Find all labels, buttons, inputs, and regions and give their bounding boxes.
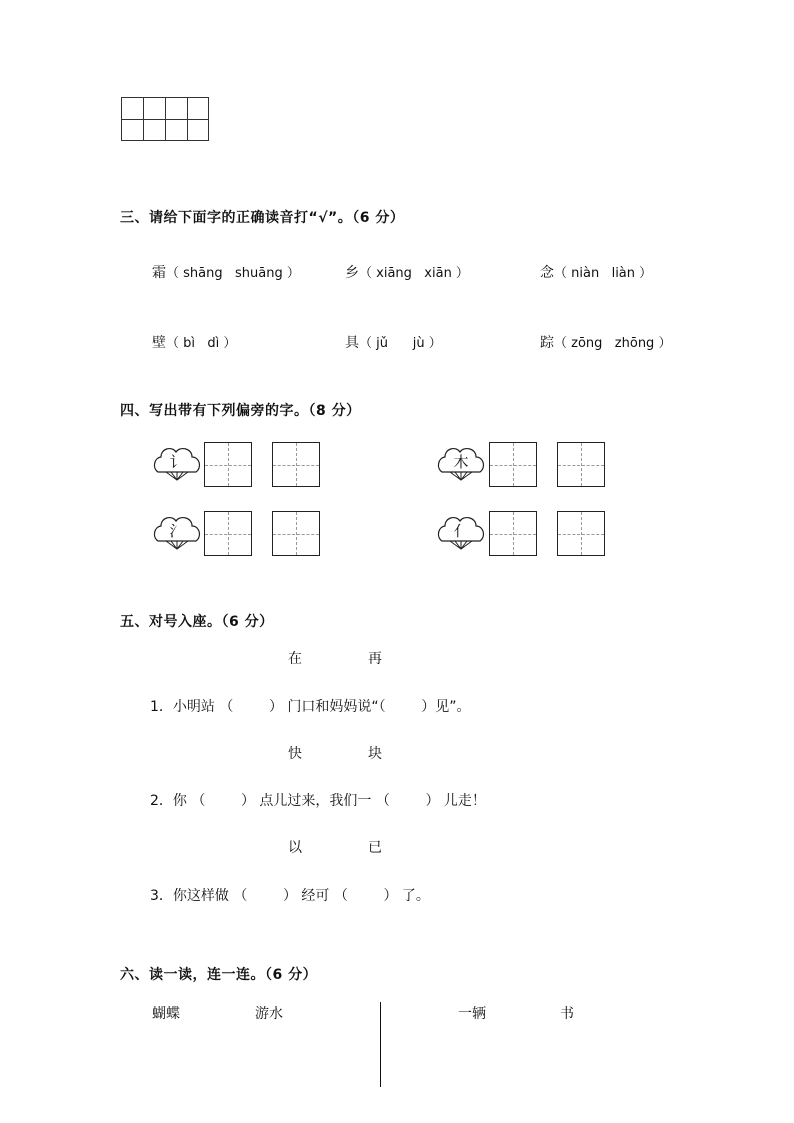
word-option: 快: [288, 746, 302, 762]
radical-label: 木: [453, 453, 469, 471]
column-divider: [380, 1002, 381, 1087]
writing-box[interactable]: [489, 511, 537, 556]
fill-sentence: 2．你 （ ） 点儿过来，我们一 （ ） 儿走！: [150, 793, 486, 809]
writing-box[interactable]: [272, 511, 320, 556]
pinyin-item: 壁（ bì dì ）: [152, 335, 237, 351]
answer-grid-top: [121, 97, 209, 141]
radical-label: 氵: [169, 522, 185, 540]
radical-label: 亻: [453, 522, 469, 540]
shell-icon: [436, 442, 486, 486]
section-6-title: 六、读一读，连一连。（6 分）: [120, 967, 318, 983]
fill-sentence: 1．小明站 （ ） 门口和妈妈说“（ ）见”。: [150, 699, 471, 715]
word-option: 在: [288, 651, 302, 667]
pinyin-item: 霜（ shāng shuāng ）: [152, 265, 300, 281]
pinyin-item: 乡（ xiāng xiān ）: [345, 265, 469, 281]
pinyin-item: 踪（ zōng zhōng ）: [540, 335, 672, 351]
writing-box[interactable]: [272, 442, 320, 487]
word-option: 以: [288, 840, 302, 856]
shell-icon: [152, 442, 202, 486]
word-option: 再: [368, 651, 382, 667]
match-left-word: 蝴蝶: [152, 1006, 180, 1022]
section-3-title: 三、请给下面字的正确读音打“√”。（6 分）: [120, 210, 405, 226]
shell-icon: [436, 511, 486, 555]
radical-label: 讠: [169, 453, 185, 471]
fill-sentence: 3．你这样做 （ ） 经可 （ ） 了。: [150, 888, 430, 904]
shell-icon: [152, 511, 202, 555]
writing-box[interactable]: [489, 442, 537, 487]
word-option: 已: [368, 840, 382, 856]
pinyin-item: 具（ jǔ jù ）: [345, 335, 442, 351]
word-option: 块: [368, 746, 382, 762]
section-4-title: 四、写出带有下列偏旁的字。（8 分）: [120, 403, 361, 419]
match-right-word: 一辆: [458, 1006, 486, 1022]
section-5-title: 五、对号入座。（6 分）: [120, 614, 274, 630]
writing-box[interactable]: [557, 511, 605, 556]
pinyin-item: 念（ niàn liàn ）: [540, 265, 653, 281]
match-right-word: 书: [560, 1006, 574, 1022]
match-left-word: 游水: [255, 1006, 283, 1022]
writing-box[interactable]: [557, 442, 605, 487]
writing-box[interactable]: [204, 442, 252, 487]
writing-box[interactable]: [204, 511, 252, 556]
